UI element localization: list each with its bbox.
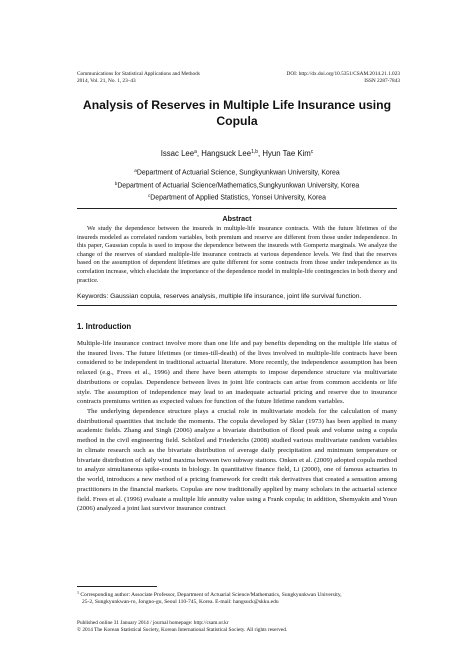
affiliation-mark: a xyxy=(134,168,137,173)
affiliation-mark: c xyxy=(148,193,151,199)
affiliation-text: Department of Applied Statistics, Yonsei University, Korea xyxy=(150,194,326,202)
author-name: Hyun Tae Kim xyxy=(262,149,311,158)
paragraph: Multiple-life insurance contract involve more than one life and pay benefits depending on the multiple life status of the insured lives. The future lifetimes (or times-till-death) of the lives involved in multiple-life contracts have been considered to be independent in traditional actuarial literature. More recently, the independence assumption has been relaxed (e.g., Frees et al., 1996) and there have been attempts to impose dependence structure via multivariate distributions or copulas. Dependence between lives in joint life contracts can arise from common accidents or life style. The assumption of independence may lead to an inadequate actuarial pricing and reserve due to insurance contracts premiums written as expected values for function of the future lifetime random variables. xyxy=(77,340,397,406)
affiliation-mark: b xyxy=(114,180,118,186)
keywords: Keywords: Gaussian copula, reserves analysis, multiple life insurance, joint life survival function. xyxy=(77,293,362,300)
journal-volume: 2014, Vol. 21, No. 1, 23–43 xyxy=(77,78,136,84)
abstract-top-rule xyxy=(77,208,397,209)
affiliation-list xyxy=(60,166,414,204)
author-mark: a xyxy=(194,149,197,155)
issn-text: ISSN 2287-7843 xyxy=(364,78,400,84)
journal-header xyxy=(77,71,200,85)
footnote-line: 25-2, Sungkyunkwan-ro, Jongno-gu, Seoul 110-745, Korea. E-mail: hangsuck@skku.edu xyxy=(82,599,279,606)
footnote-rule xyxy=(77,586,157,587)
abstract-bottom-rule xyxy=(77,305,397,306)
doi-text: DOI: http://dx.doi.org/10.5351/CSAM.2014.21.1.023 xyxy=(286,71,400,77)
author-name: Hangsuck Lee xyxy=(201,149,252,158)
doi-header xyxy=(287,71,401,85)
footnote xyxy=(77,589,397,607)
author-list: Issac Lee$^a$, Hangsuck Lee$^{1,b}$, Hyun Tae Kim$^c$ xyxy=(160,149,314,158)
abstract-text: We study the dependence between the insureds in multiple-life insurance contracts. With the future lifetimes of the insureds modeled as correlated random variables, both premium and reserve are different from those under independence. In this paper, Gaussian copula is used to impose the dependence between the insureds with Gompertz marginals. We analyze the change of the reserves of standard multiple-life insurance contracts at various dependence levels. We find that the reserves based on the assumption of dependent lifetimes are quite different for some contracts from those under independence as its correlation increase, which elucidate the importance of the dependence model in multiple-life contingencies in both theory and practice. xyxy=(77,225,397,284)
title-line-1: Analysis of Reserves in Multiple Life Insurance using xyxy=(82,98,392,112)
title-line-2: Copula xyxy=(216,113,258,128)
paper-title xyxy=(60,98,414,129)
journal-name: Communications for Statistical Applications and Methods xyxy=(77,71,200,77)
author-name: Issac Lee xyxy=(160,149,195,158)
footnote-mark: 1 xyxy=(77,590,79,595)
footnote-line: Corresponding author: Associate Professor, Department of Actuarial Science/Mathematics, Sungkyunkwan University, xyxy=(80,592,342,598)
section-heading: 1. Introduction xyxy=(77,322,132,331)
abstract-heading: Abstract xyxy=(222,214,252,223)
page-footer xyxy=(77,620,397,634)
author-mark: c xyxy=(310,149,314,155)
introduction-body xyxy=(77,339,397,514)
author-mark: 1,b xyxy=(251,149,259,155)
affiliation xyxy=(60,166,414,179)
publication-info: Published online 31 January 2014 / journal homepage: http://csam.or.kr xyxy=(77,620,229,626)
paragraph: The underlying dependence structure plays a crucial role in multivariate models for the calculation of many distributional quantities that include the moments. The copula developed by Sklar (1973) has been applied in many academic fields. Zhang and Singh (2006) analyze a bivariate distribution of flood peak and volume using a copula method in the civil engineering field. Schölzel and Friederichs (2008) studied various multivariate random variables in climate research such as the bivariate distribution of average daily precipitation and minimum temperature or bivariate distribution of daily wind maxima between two subway stations. Onken et al. (2009) adopted copula method to analyze simultaneous spike-counts in biology. In quantitative finance field, Li (2000), one of famous actuaries in the world, introduces a new method of a pricing framework for credit risk derivatives that created a sensation among practitioners in the financial markets. Copulas are now traditionally applied by many scholars in the actuarial science field. Frees et al. (1996) evaluate a multiple life annuity value using a Frank copula; in addition, Shemyakin and Youn (2006) analyzed a joint last survivor insurance contract xyxy=(77,408,397,513)
affiliation xyxy=(60,179,414,192)
affiliation-text: Department of Actuarial Science/Mathematics,Sungkyunkwan University, Korea xyxy=(117,182,360,190)
affiliation-text: Department of Actuarial Science, Sungkyunkwan University, Korea xyxy=(136,169,340,177)
affiliation xyxy=(60,191,414,204)
copyright-text: © 2014 The Korean Statistical Society, Korean International Statistical Society. All rights reserved. xyxy=(77,627,288,633)
